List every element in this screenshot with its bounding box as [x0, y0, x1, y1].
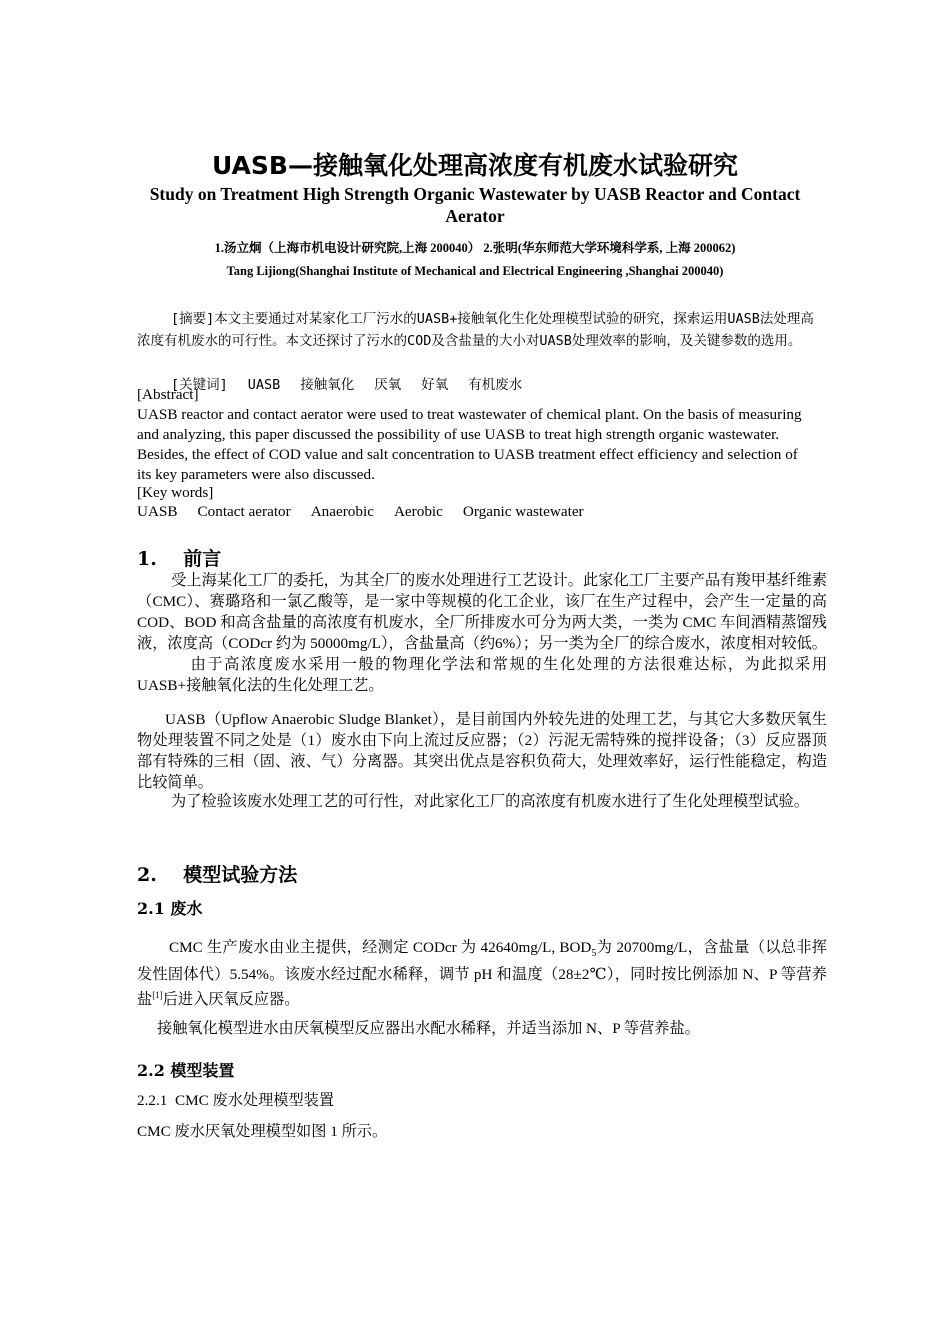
- keyword-en: Aerobic: [393, 503, 443, 520]
- keywords-cn-label: [关键词]: [171, 377, 228, 393]
- keywords-english: [137, 502, 827, 522]
- section-1-paragraph-1: 受上海某化工厂的委托，为其全厂的废水处理进行工艺设计。此家化工厂主要产品有羧甲基纤维素（CMC）、赛璐珞和一氯乙酸等，是一家中等规模的化工企业，该厂在生产过程中，会产生一定量的高 COD、BOD 和高含盐量的高浓度有机废水，全厂所排废水可分为两大类，一类为 CMC 车间酒精蒸馏残液，浓度高（CODcr 约为 50000mg/L），含盐量高（约6%）；另一类为全厂的综合废水，浓度相对较低。由于高浓度废水采用一般的物理化学法和常规的生化处理的方法很难达标，为此拟采用 UASB+接触氧化法的生化处理工艺。: [137, 572, 827, 694]
- authors-chinese: 1.汤立炯（上海市机电设计研究院,上海 200040） 2.张明(华东师范大学环境科学系, 上海 200062): [214, 241, 736, 255]
- section-2-2-heading: 2.2 模型装置: [137, 1061, 235, 1080]
- keywords-en-label: [Key words]: [137, 484, 214, 501]
- title-chinese: UASB—接触氧化处理高浓度有机废水试验研究: [212, 151, 738, 180]
- keyword-cn: 好氧: [421, 377, 449, 393]
- keyword-en: Organic wastewater: [462, 503, 584, 520]
- abstract-cn-text: 本文主要通过对某家化工厂污水的UASB+接触氧化生化处理模型试验的研究，探索运用UASB法处理高浓度有机废水的可行性。本文还探讨了污水的COD及含盐量的大小对UASB处理效率的影响，及关键参数的选用。: [137, 311, 814, 349]
- keyword-en: Contact aerator: [197, 503, 291, 520]
- section-2-heading: 2. 模型试验方法: [137, 864, 298, 886]
- section-2-1-paragraph-2: 接触氧化模型进水由厌氧模型反应器出水配水稀释，并适当添加 N、P 等营养盐。: [157, 1020, 700, 1037]
- keyword-cn: 有机废水: [468, 377, 523, 393]
- keyword-en: Anaerobic: [310, 503, 374, 520]
- abstract-cn-label: [摘要]: [171, 311, 215, 327]
- section-2-1-paragraph-1: CMC 生产废水由业主提供，经测定 CODcr 为 42640mg/L, $BOD_5$为 20700mg/L，含盐量（以总非挥发性固体代）5.54%。该废水经过配水稀释，调节 pH 和温度（28±2℃），同时按比例添加 N、P 等营养盐[1]后进入厌氧反应器。: [137, 939, 827, 1009]
- section-2-2-1-heading: 2.2.1 CMC 废水处理模型装置: [137, 1092, 335, 1109]
- keyword-cn: 厌氧: [374, 377, 402, 393]
- abstract-english: UASB reactor and contact aerator were used to treat wastewater of chemical plant. On the basis of measuring and analyzing, this paper discussed the possibility of use UASB to treat high strength organic wastewater. Besides, the effect of COD value and salt concentration to UASB treatment effect efficiency and selection of its key parameters were also discussed.: [137, 406, 802, 483]
- title-english: Study on Treatment High Strength Organic Wastewater by UASB Reactor and Contact Aerator: [149, 184, 801, 226]
- keyword-cn: 接触氧化: [300, 377, 355, 393]
- keyword-cn: UASB: [247, 377, 281, 393]
- section-2-2-1-paragraph: CMC 废水厌氧处理模型如图 1 所示。: [137, 1123, 388, 1140]
- section-2-1-heading: 2.1 废水: [137, 899, 203, 918]
- keyword-en: UASB: [137, 503, 178, 520]
- section-1-heading: 1. 前言: [137, 548, 222, 570]
- section-1-paragraph-3: 为了检验该废水处理工艺的可行性，对此家化工厂的高浓度有机废水进行了生化处理模型试验。: [171, 793, 809, 810]
- authors-english: Tang Lijiong(Shanghai Institute of Mechanical and Electrical Engineering ,Shanghai 200040): [226, 264, 724, 278]
- abstract-chinese: [137, 308, 817, 352]
- section-1-paragraph-2: UASB（Upflow Anaerobic Sludge Blanket），是目前国内外较先进的处理工艺，与其它大多数厌氧生物处理装置不同之处是（1）废水由下向上流过反应器；（2）污泥无需特殊的搅拌设备；（3）反应器顶部有特殊的三相（固、液、气）分离器。其突出优点是容积负荷大，处理效率好，运行性能稳定，构造比较简单。: [137, 711, 827, 791]
- abstract-en-label: [Abstract]: [137, 386, 199, 403]
